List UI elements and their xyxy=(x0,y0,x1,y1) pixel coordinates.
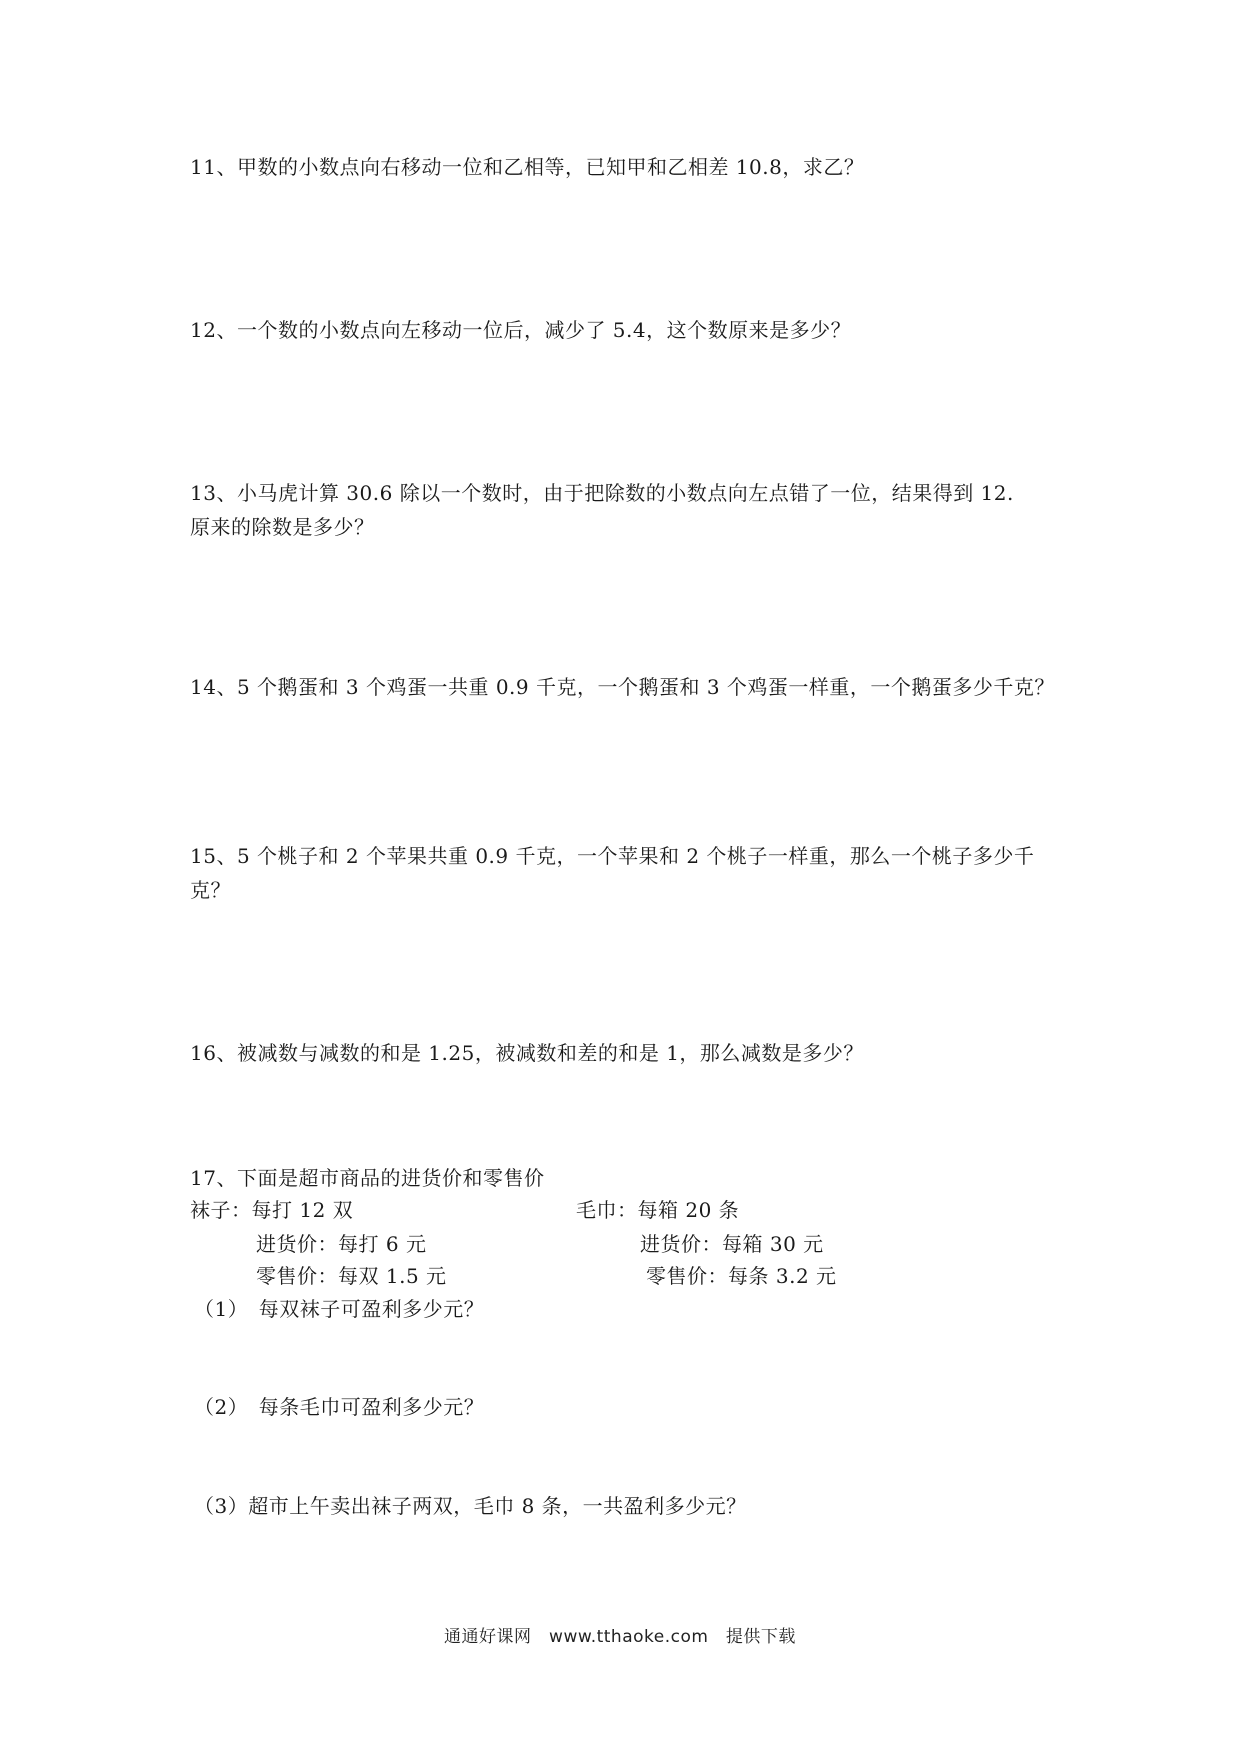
question-12: 12、一个数的小数点向左移动一位后，减少了 5.4，这个数原来是多少？ xyxy=(190,318,852,342)
question-15-line-1: 15、5 个桃子和 2 个苹果共重 0.9 千克，一个苹果和 2 个桃子一样重，那么一个桃子多少千 xyxy=(190,844,1035,868)
subquestion-2: （2） 每条毛巾可盈利多少元？ xyxy=(194,1395,485,1419)
socks-name: 袜子：每打 12 双 xyxy=(190,1198,354,1222)
towels-retail-price: 零售价：每条 3.2 元 xyxy=(646,1264,837,1288)
question-14: 14、5 个鹅蛋和 3 个鸡蛋一共重 0.9 千克，一个鹅蛋和 3 个鸡蛋一样重，一个鹅蛋多少千克？ xyxy=(190,675,1055,699)
subquestion-1: （1） 每双袜子可盈利多少元？ xyxy=(194,1297,485,1321)
question-16: 16、被减数与减数的和是 1.25，被减数和差的和是 1，那么减数是多少？ xyxy=(190,1041,864,1065)
question-11: 11、甲数的小数点向右移动一位和乙相等，已知甲和乙相差 10.8，求乙？ xyxy=(190,155,865,179)
socks-purchase-price: 进货价：每打 6 元 xyxy=(256,1232,427,1256)
towels-purchase-price: 进货价：每箱 30 元 xyxy=(640,1232,824,1256)
question-15-line-2: 克？ xyxy=(190,878,231,902)
question-17-title: 17、下面是超市商品的进货价和零售价 xyxy=(190,1166,545,1190)
towels-name: 毛巾：每箱 20 条 xyxy=(576,1198,740,1222)
subquestion-3: （3）超市上午卖出袜子两双，毛巾 8 条，一共盈利多少元？ xyxy=(194,1494,747,1518)
footer-source: 通通好课网 www.tthaoke.com 提供下载 xyxy=(444,1627,796,1647)
socks-retail-price: 零售价：每双 1.5 元 xyxy=(256,1264,447,1288)
question-13-line-1: 13、小马虎计算 30.6 除以一个数时，由于把除数的小数点向左点错了一位，结果得到 12. xyxy=(190,481,1014,505)
question-13-line-2: 原来的除数是多少？ xyxy=(190,515,375,539)
